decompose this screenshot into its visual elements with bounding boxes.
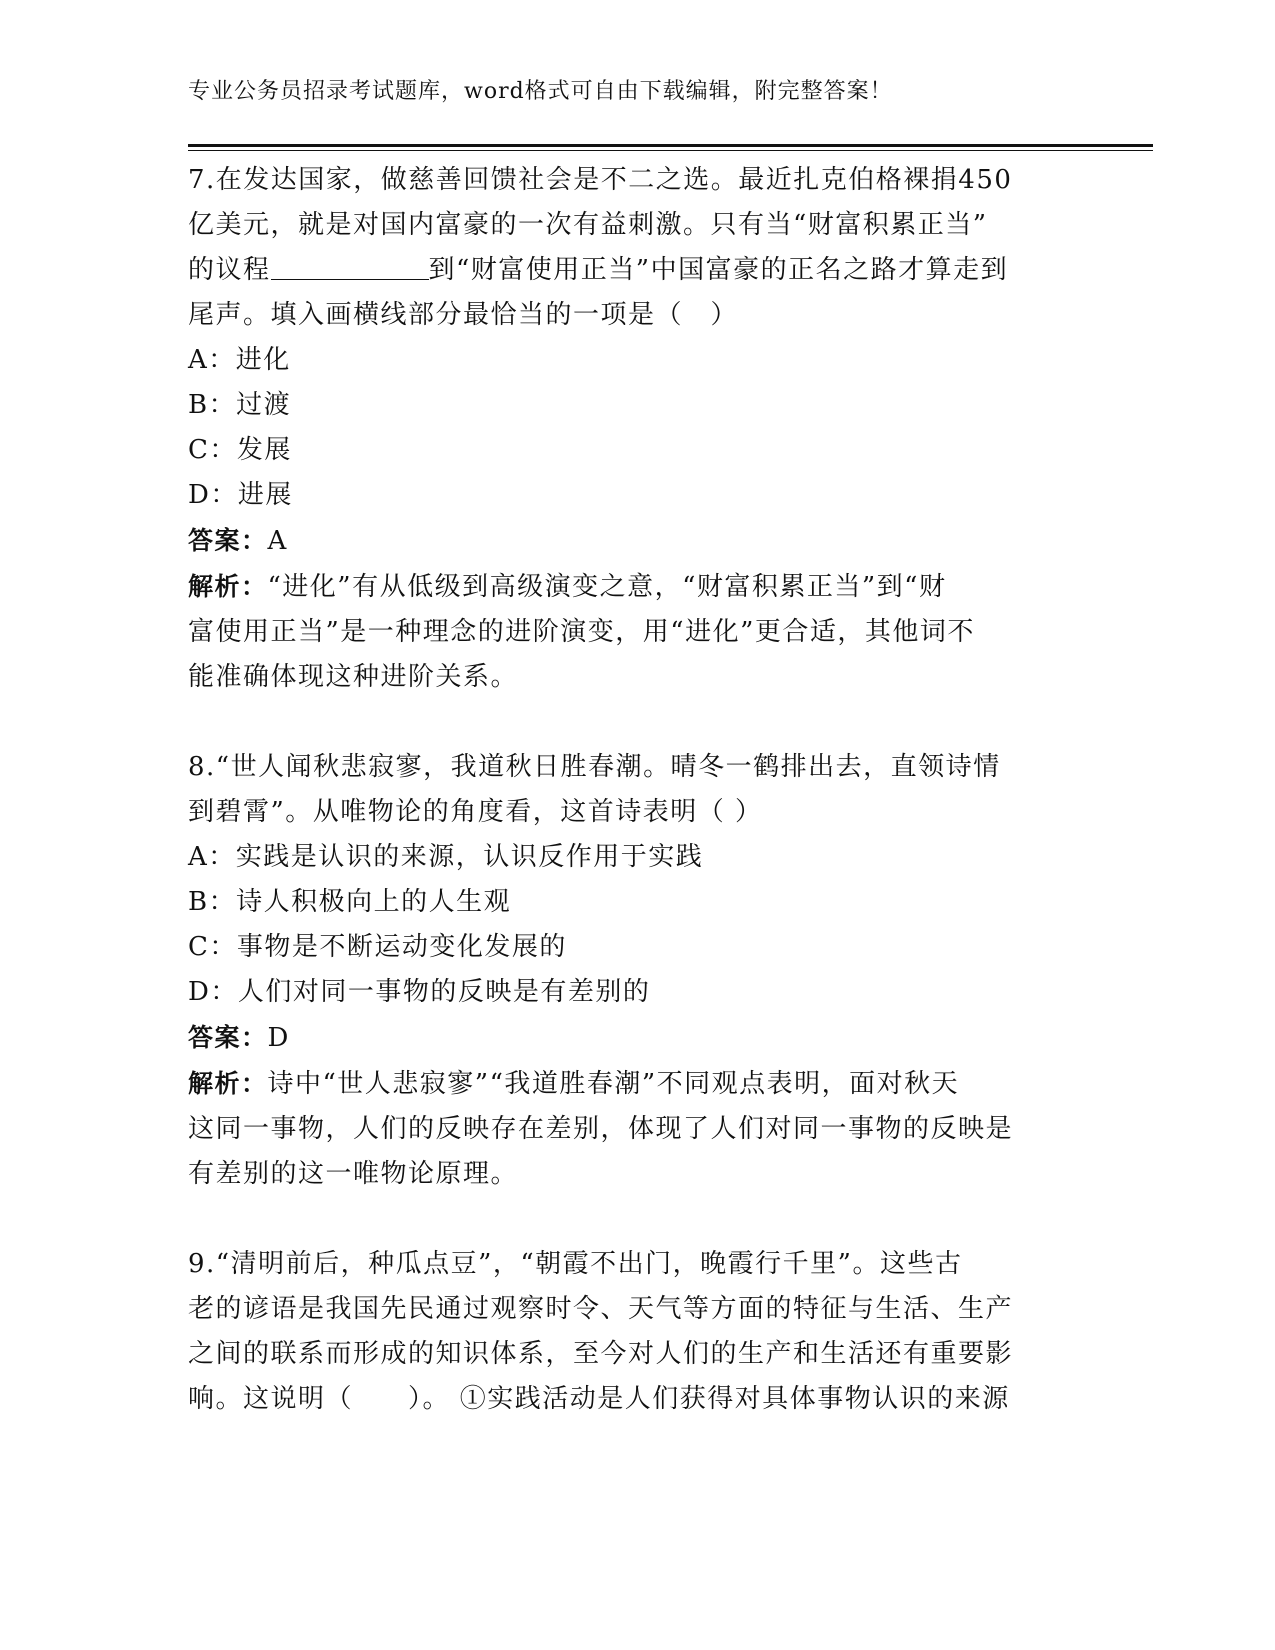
question-line: 响。这说明（ ）。 ①实践活动是人们获得对具体事物认识的来源: [188, 1384, 1010, 1414]
option-c: C：事物是不断运动变化发展的: [188, 932, 567, 962]
option-a: A：实践是认识的来源，认识反作用于实践: [188, 842, 704, 872]
option-d: D：人们对同一事物的反映是有差别的: [188, 977, 651, 1007]
fill-in-blank: [271, 253, 429, 280]
explanation-line: 这同一事物，人们的反映存在差别，体现了人们对同一事物的反映是: [188, 1114, 1014, 1144]
question-8: [188, 745, 1088, 1197]
header-rule-thick: [188, 144, 1153, 147]
explanation-text: 诗中“世人悲寂寥”“我道胜春潮”不同观点表明，面对秋天: [267, 1069, 960, 1099]
explanation-text: “进化”有从低级到高级演变之意，“财富积累正当”到“财: [267, 572, 947, 602]
answer: [188, 1015, 1088, 1061]
explanation-line: 能准确体现这种进阶关系。: [188, 662, 519, 692]
question-line: 亿美元，就是对国内富豪的一次有益刺激。只有当“财富积累正当”: [188, 210, 988, 240]
option-a: A：进化: [188, 345, 291, 375]
question-spacer: [188, 700, 1088, 745]
document-body: [188, 158, 1088, 1422]
option-b: B：过渡: [188, 390, 292, 420]
explanation-line: 有差别的这一唯物论原理。: [188, 1159, 519, 1189]
question-line: 7.在发达国家，做慈善回馈社会是不二之选。最近扎克伯格裸捐450: [188, 165, 1013, 195]
explanation-line: [188, 564, 1088, 610]
header-rule-thin: [188, 150, 1153, 151]
answer-label: 答案：: [188, 1023, 268, 1052]
question-text-before-blank: 的议程: [188, 255, 271, 285]
question-line: 老的谚语是我国先民通过观察时令、天气等方面的特征与生活、生产: [188, 1294, 1014, 1324]
explanation-line: 富使用正当”是一种理念的进阶演变，用“进化”更合适，其他词不: [188, 617, 975, 647]
page-header: 专业公务员招录考试题库，word格式可自由下载编辑，附完整答案！: [188, 79, 893, 104]
option-b: B：诗人积极向上的人生观: [188, 887, 512, 917]
question-line-with-blank: [188, 248, 1088, 293]
option-d: D：进展: [188, 480, 293, 510]
answer-value: D: [267, 1023, 290, 1053]
question-9: [188, 1242, 1088, 1422]
question-text-after-blank: 到“财富使用正当”中国富豪的正名之路才算走到: [428, 255, 1009, 285]
question-line: 到碧霄”。从唯物论的角度看，这首诗表明（ ）: [188, 797, 763, 827]
explanation-line: [188, 1061, 1088, 1107]
question-line: 8.“世人闻秋悲寂寥，我道秋日胜春潮。晴冬一鹤排出去，直领诗情: [188, 752, 1001, 782]
explanation-label: 解析：: [188, 572, 268, 601]
answer-label: 答案：: [188, 526, 268, 555]
answer-value: A: [267, 526, 288, 556]
explanation-label: 解析：: [188, 1069, 268, 1098]
question-line: 之间的联系而形成的知识体系，至今对人们的生产和生活还有重要影: [188, 1339, 1014, 1369]
question-line: 尾声。填入画横线部分最恰当的一项是（ ）: [188, 300, 739, 330]
question-spacer: [188, 1197, 1088, 1242]
option-c: C：发展: [188, 435, 292, 465]
question-7: [188, 158, 1088, 700]
question-line: 9.“清明前后，种瓜点豆”，“朝霞不出门，晚霞行千里”。这些古: [188, 1249, 963, 1279]
answer: [188, 518, 1088, 564]
